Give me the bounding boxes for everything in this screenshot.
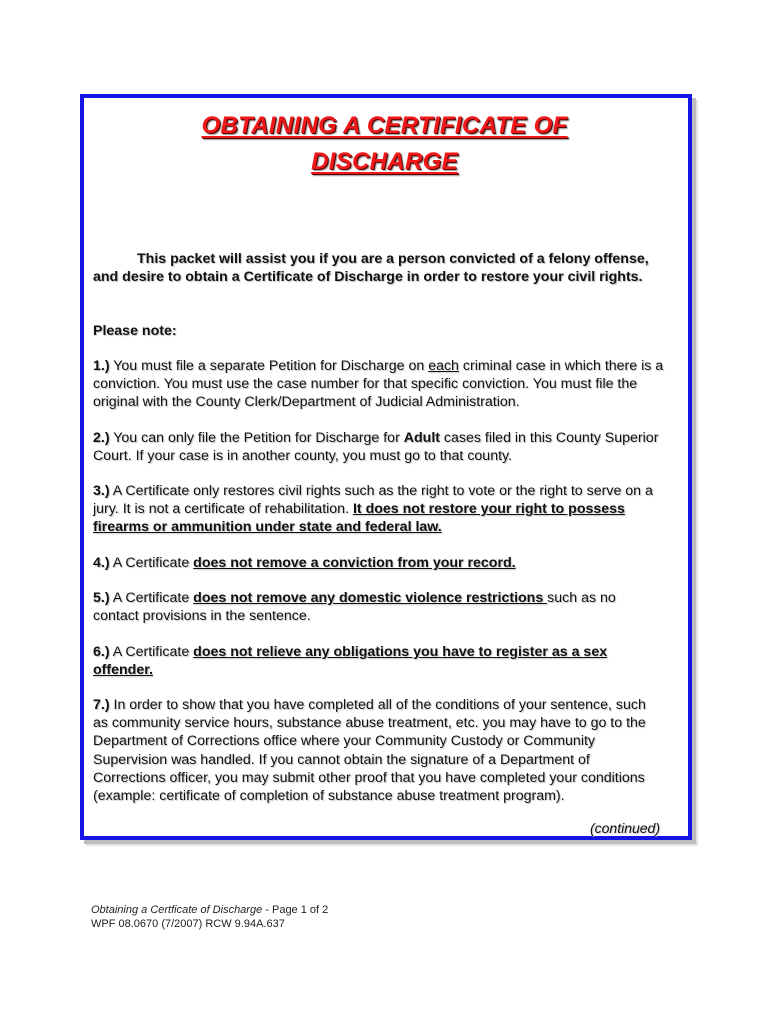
title-line-2: DISCHARGE bbox=[311, 148, 458, 175]
document-frame bbox=[80, 94, 692, 840]
item-7-text: In order to show that you have completed all of the conditions of your sentence, such as community service hours, substance abuse treatment, etc. you may have to go to the Department of Corrections office where your Community Custody or Community Supervision was handled. If you cannot obtain the signature of a Department of Corrections officer, you may submit other proof that you have completed your conditions (example: certificate of completion of substance abuse treatment program). bbox=[93, 697, 646, 805]
note-item-2 bbox=[93, 429, 664, 465]
item-6-number: 6.) bbox=[93, 644, 110, 660]
item-5-number: 5.) bbox=[93, 590, 110, 606]
item-4-bold-underlined: does not remove a conviction from your record. bbox=[193, 555, 516, 571]
item-2-number: 2.) bbox=[93, 430, 110, 446]
item-3-text-a: A Certificate only restores civil rights such as the right to vote or the right to serve on a jury. It is not a certificate of rehabilitation. bbox=[93, 483, 653, 518]
item-1-text-b: criminal case in which there is a conviction. You must use the case number for that specific conviction. You must file the original with the County Clerk/Department of Judicial Administration. bbox=[93, 358, 664, 411]
item-6-text-a: A Certificate bbox=[109, 644, 194, 660]
item-5-bold-underlined: does not remove any domestic violence restrictions bbox=[193, 590, 548, 606]
note-item-3 bbox=[93, 482, 664, 537]
note-item-5 bbox=[93, 589, 664, 625]
intro-paragraph bbox=[93, 250, 664, 286]
item-3-bold-underlined: It does not restore your right to possess firearms or ammunition under state and federal law. bbox=[93, 501, 625, 536]
item-4-text-a: A Certificate bbox=[109, 555, 194, 571]
item-1-underlined: each bbox=[428, 358, 459, 374]
item-2-bold: Adult bbox=[403, 430, 440, 446]
note-item-4 bbox=[93, 554, 664, 572]
continued-label: (continued) bbox=[589, 820, 660, 836]
please-note-heading: Please note: bbox=[93, 323, 177, 339]
footer-form-id: WPF 08.0670 (7/2007) RCW 9.94A.637 bbox=[91, 917, 285, 930]
item-2-text-b: cases filed in this County Superior Court. If your case is in another county, you must go to that county. bbox=[93, 430, 659, 465]
title-line-1: OBTAINING A CERTIFICATE OF bbox=[201, 112, 568, 139]
item-6-bold-underlined: does not relieve any obligations you have to register as a sex offender. bbox=[93, 644, 608, 679]
item-7-number: 7.) bbox=[93, 697, 110, 713]
item-5-text-a: A Certificate bbox=[109, 590, 194, 606]
item-1-text-a: You must file a separate Petition for Discharge on bbox=[109, 358, 429, 374]
footer-line-1 bbox=[91, 904, 328, 918]
note-item-7 bbox=[93, 696, 664, 805]
note-item-6 bbox=[93, 643, 664, 679]
item-4-number: 4.) bbox=[93, 555, 110, 571]
item-2-text-a: You can only file the Petition for Discharge for bbox=[109, 430, 404, 446]
note-item-1 bbox=[93, 357, 664, 412]
footer-page-number: Page 1 of 2 bbox=[271, 904, 329, 916]
page-footer bbox=[91, 904, 328, 931]
item-5-text-b: such as no contact provisions in the sentence. bbox=[93, 590, 616, 625]
item-1-number: 1.) bbox=[93, 358, 110, 374]
item-3-number: 3.) bbox=[93, 483, 110, 499]
page-title bbox=[93, 108, 676, 180]
footer-doc-title: Obtaining a Certficate of Discharge bbox=[91, 904, 263, 916]
frame-content bbox=[93, 98, 664, 836]
footer-separator: - bbox=[262, 904, 272, 916]
intro-text: This packet will assist you if you are a person convicted of a felony offense, and desire to obtain a Certificate of Discharge in order to restore your civil rights. bbox=[93, 251, 649, 286]
